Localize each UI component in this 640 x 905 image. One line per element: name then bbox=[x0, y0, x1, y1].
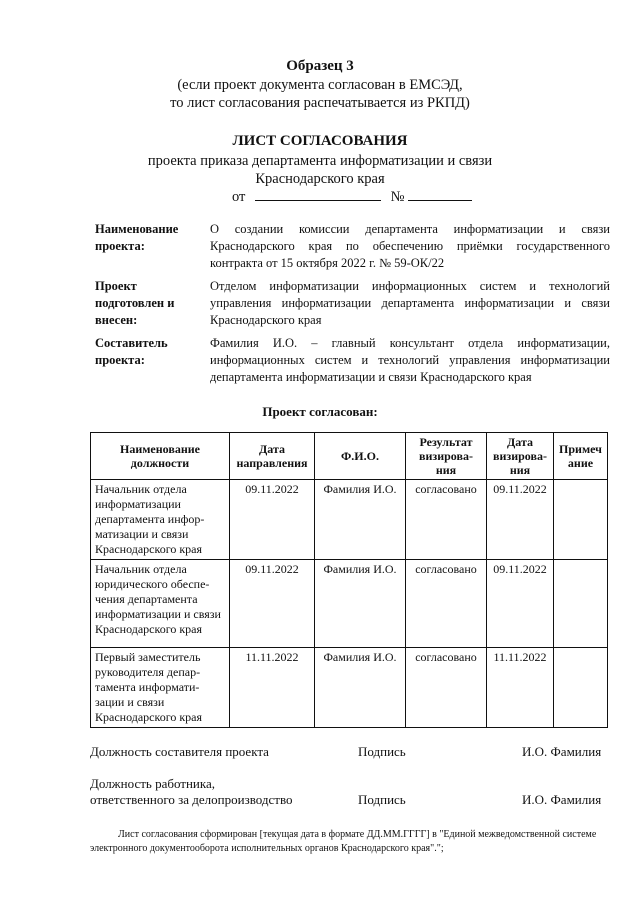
cell-visa-date: 09.11.2022 bbox=[487, 560, 554, 648]
cell-note bbox=[554, 480, 608, 560]
date-prefix: от bbox=[232, 189, 246, 205]
author-label: Составитель проекта: bbox=[95, 336, 168, 367]
cell-position: Начальник отдела юридического обеспе-чения департамента информатизации и связи Краснодарского края bbox=[91, 560, 230, 648]
cell-position: Начальник отдела информатизации департамента инфор-матизации и связи Краснодарского края bbox=[91, 480, 230, 560]
sheet-subtitle-line1: проекта приказа департамента информатизации и связи bbox=[147, 153, 493, 169]
sample-title: Образец 3 bbox=[286, 58, 354, 74]
cell-name: Фамилия И.О. bbox=[315, 648, 406, 728]
author-text: Фамилия И.О. – главный консультант отдела информатизации, информационных систем и технологий управления информатизации департамента информатизации и связи Краснодарского края bbox=[210, 336, 610, 384]
col-header-name: Ф.И.О. bbox=[315, 433, 406, 480]
project-name-label: Наименование проекта: bbox=[95, 222, 179, 253]
col-header-visa-date: Дата визирова-ния bbox=[487, 433, 554, 480]
cell-visa-date: 09.11.2022 bbox=[487, 480, 554, 560]
col-header-note: Примеч ание bbox=[554, 433, 608, 480]
cell-result: согласовано bbox=[406, 648, 487, 728]
sample-note-line1: (если проект документа согласован в ЕМСЭД, bbox=[177, 77, 463, 93]
author-position-label: Должность составителя проекта bbox=[90, 744, 269, 759]
clerk-position-line2: ответственного за делопроизводство bbox=[90, 792, 293, 807]
cell-name: Фамилия И.О. bbox=[315, 480, 406, 560]
cell-sent-date: 09.11.2022 bbox=[230, 480, 315, 560]
author-signature-label: Подпись bbox=[358, 744, 406, 759]
cell-name: Фамилия И.О. bbox=[315, 560, 406, 648]
prepared-by-text: Отделом информатизации информационных систем и технологий управления информатизации департамента информатизации и связи Краснодарского края bbox=[210, 279, 610, 327]
table-header-row bbox=[91, 433, 608, 480]
clerk-position-line1: Должность работника, bbox=[90, 776, 216, 791]
prepared-by-label: Проект подготовлен и внесен: bbox=[95, 279, 175, 327]
cell-visa-date: 11.11.2022 bbox=[487, 648, 554, 728]
col-header-position: Наименование должности bbox=[91, 433, 230, 480]
col-header-result: Результат визирова-ния bbox=[406, 433, 487, 480]
cell-sent-date: 11.11.2022 bbox=[230, 648, 315, 728]
project-name-text: О создании комиссии департамента информатизации и связи Краснодарского края по обеспечению приёмки государственного контракта от 15 октября 2022 г. № 59-ОК/22 bbox=[210, 222, 610, 270]
cell-result: согласовано bbox=[406, 480, 487, 560]
col-header-sent-date: Дата направления bbox=[230, 433, 315, 480]
author-name-label: И.О. Фамилия bbox=[522, 744, 602, 759]
sample-note-line2: то лист согласования распечатывается из РКПД) bbox=[170, 95, 470, 111]
number-prefix: № bbox=[390, 189, 405, 205]
cell-sent-date: 09.11.2022 bbox=[230, 560, 315, 648]
date-number-line bbox=[232, 188, 472, 206]
number-blank bbox=[408, 188, 472, 201]
sheet-subtitle-line2: Краснодарского края bbox=[255, 171, 385, 187]
approval-table bbox=[90, 432, 608, 728]
clerk-signature-label: Подпись bbox=[358, 792, 406, 807]
approval-title: Проект согласован: bbox=[262, 404, 378, 419]
cell-note bbox=[554, 648, 608, 728]
cell-result: согласовано bbox=[406, 560, 487, 648]
cell-position: Первый заместитель руководителя депар-тамента информати-зации и связи Краснодарского края bbox=[91, 648, 230, 728]
clerk-name-label: И.О. Фамилия bbox=[522, 792, 602, 807]
cell-note bbox=[554, 560, 608, 648]
table-row bbox=[91, 480, 608, 560]
footnote: Лист согласования сформирован [текущая дата в формате ДД.ММ.ГГГГ] в "Единой межведомственной системе электронного документооборота исполнительных органов Краснодарского края"."; bbox=[90, 829, 597, 854]
sheet-title: ЛИСТ СОГЛАСОВАНИЯ bbox=[232, 133, 408, 149]
table-row bbox=[91, 648, 608, 728]
date-blank bbox=[255, 188, 381, 201]
table-row bbox=[91, 560, 608, 648]
